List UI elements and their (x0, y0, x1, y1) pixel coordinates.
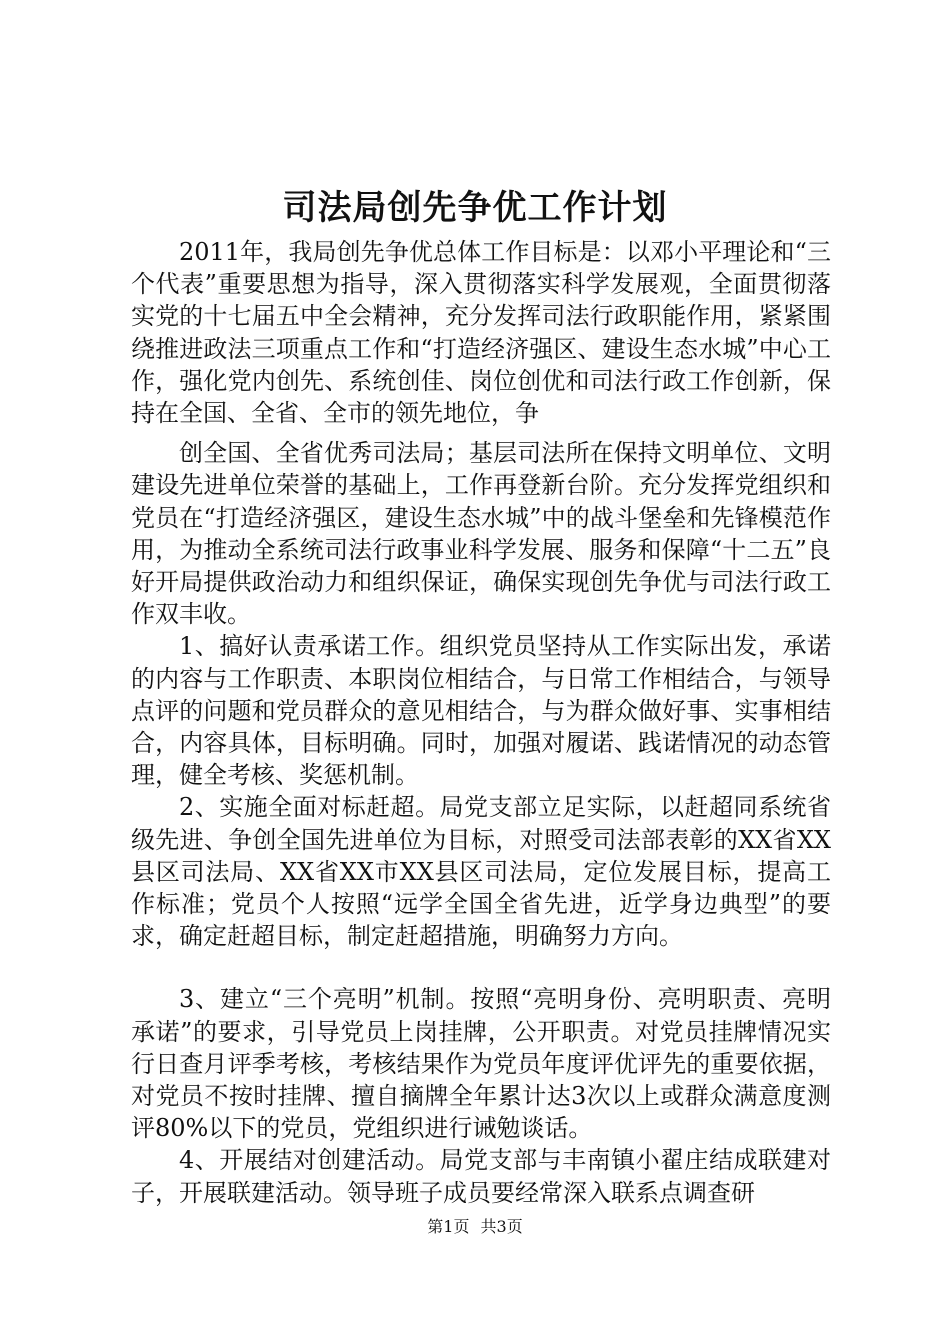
paragraph-intro: 2011年，我局创先争优总体工作目标是：以邓小平理论和“三个代表”重要思想为指导，深入贯彻落实科学发展观，全面贯彻落实党的十七届五中全会精神，充分发挥司法行政职能作用，紧紧围绕推进政法三项重点工作和“打造经济强区、建设生态水城”中心工作，强化党内创先、系统创佳、岗位创优和司法行政工作创新，保持在全国、全省、全市的领先地位，争 (131, 238, 831, 428)
document-title: 司法局创先争优工作计划 (282, 188, 668, 228)
paragraph-item-3: 3、建立“三个亮明”机制。按照“亮明身份、亮明职责、亮明承诺”的要求，引导党员上岗挂牌，公开职责。对党员挂牌情况实行日查月评季考核，考核结果作为党员年度评优评先的重要依据，对党员不按时挂牌、擅自摘牌全年累计达3次以上或群众满意度测评80%以下的党员，党组织进行诫勉谈话。 (131, 985, 831, 1143)
paragraph-item-1: 1、搞好认责承诺工作。组织党员坚持从工作实际出发，承诺的内容与工作职责、本职岗位相结合，与日常工作相结合，与领导点评的问题和党员群众的意见相结合，与为群众做好事、实事相结合，内容具体，目标明确。同时，加强对履诺、践诺情况的动态管理，健全考核、奖惩机制。 (131, 632, 831, 790)
paragraph-item-4: 4、开展结对创建活动。局党支部与丰南镇小翟庄结成联建对子，开展联建活动。领导班子成员要经常深入联系点调查研 (131, 1146, 831, 1207)
page-number: 第1页 (427, 1217, 470, 1236)
paragraph-goals: 创全国、全省优秀司法局；基层司法所在保持文明单位、文明建设先进单位荣誉的基础上，工作再登新台阶。充分发挥党组织和党员在“打造经济强区，建设生态水城”中的战斗堡垒和先锋模范作用，为推动全系统司法行政事业科学发展、服务和保障“十二五”良好开局提供政治动力和组织保证，确保实现创先争优与司法行政工作双丰收。 (131, 439, 831, 629)
page-total: 共3页 (480, 1217, 523, 1236)
paragraph-item-2: 2、实施全面对标赶超。局党支部立足实际，以赶超同系统省级先进、争创全国先进单位为目标，对照受司法部表彰的XX省XX县区司法局、XX省XX市XX县区司法局，定位发展目标，提高工作标准；党员个人按照“远学全国全省先进，近学身边典型”的要求，确定赶超目标，制定赶超措施，明确努力方向。 (131, 793, 831, 951)
page-footer (0, 1216, 950, 1238)
document-body (131, 236, 831, 1209)
